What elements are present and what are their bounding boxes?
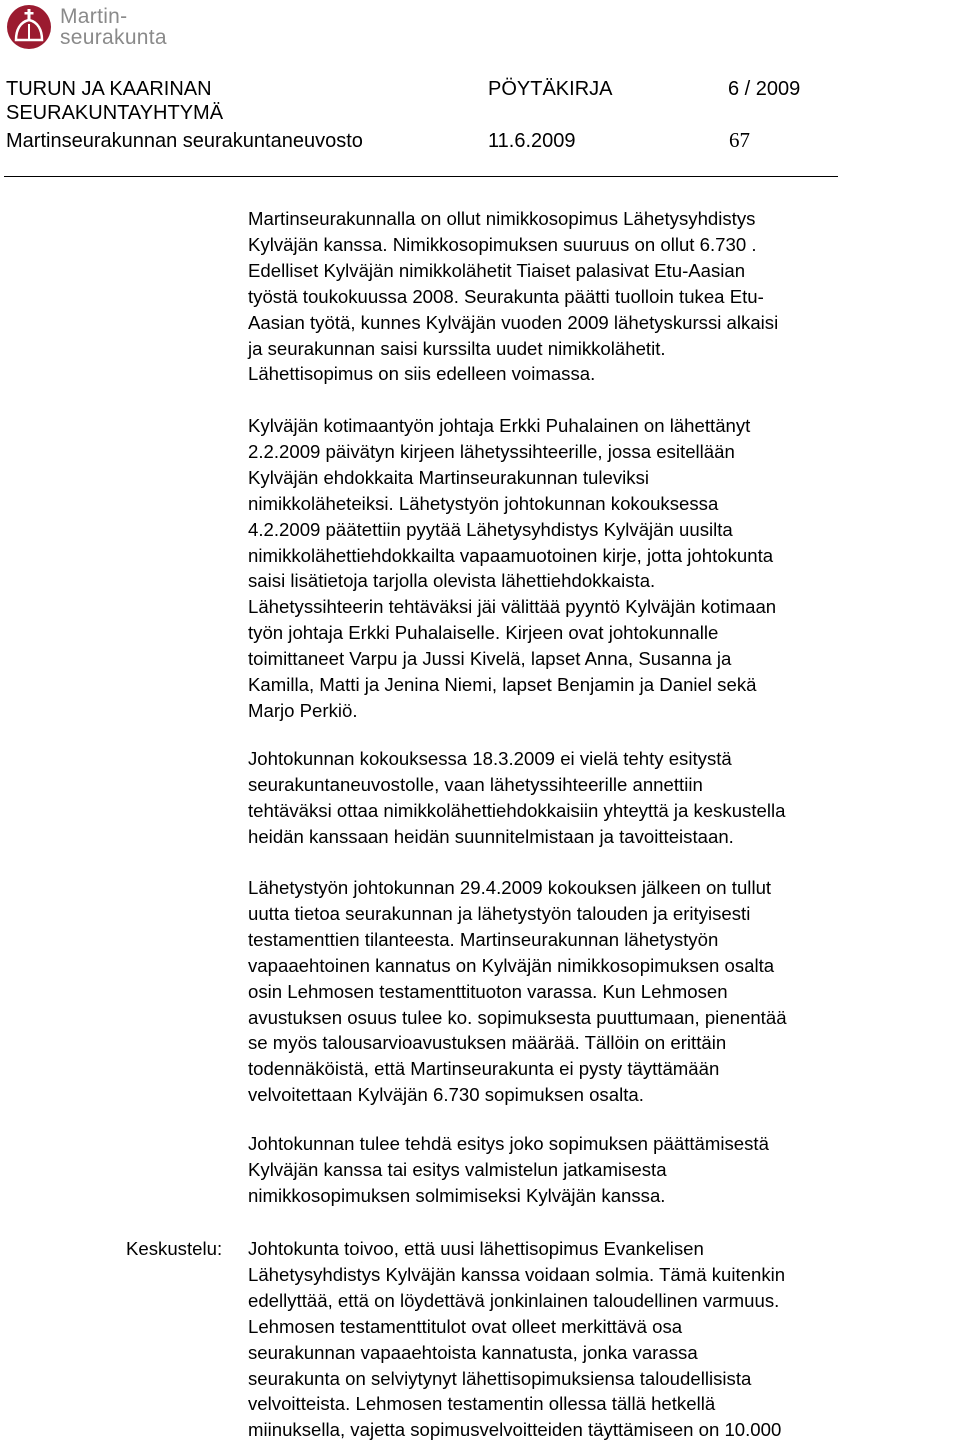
discussion-text: Johtokunta toivoo, että uusi lähettisopimus Evankelisen Lähetysyhdistys Kylväjän kanssa voidaan solmia. Tämä kuitenkin edellyttää, että on löydettävä jonkinlainen taloudellinen varmuus. Lehmosen testamenttitulot ovat olleet merkittävä osa seurakunnan vapaaehtoista kannatusta, jonka varassa seurakunta on selviytynyt lähettisopimuksiensa taloudellisista velvoitteista. Lehmosen testamentin ollessa tällä hetkellä miinuksella, vajetta sopimusvelvoitteiden täyttämiseen on 10.000 bbox=[248, 1238, 786, 1441]
paragraph-2 bbox=[248, 413, 938, 724]
logo-wordmark bbox=[60, 6, 167, 48]
paragraph-4 bbox=[248, 875, 938, 1108]
paragraph-4-text: Lähetystyön johtokunnan 29.4.2009 kokouksen jälkeen on tullut uutta tietoa seurakunnan ja lähetystyön talouden ja erityisesti testamenttien tilanteesta. Martinseurakunnan lähetystyön vapaaehtoinen kannatus on Kylväjän nimikkosopimuksen osalta osin Lehmosen testamenttituoton varassa. Kun Lehmosen avustuksen osuus tulee ko. sopimuksesta puuttumaan, pienentää se myös talousarvioavustuksen määrää. Tällöin on erittäin todennäköistä, että Martinseurakunta ei pysty täyttämään velvoitettaan Kylväjän 6.730 sopimuksen osalta. bbox=[248, 877, 787, 1106]
paragraph-5 bbox=[248, 1131, 938, 1209]
council-name: Martinseurakunnan seurakuntaneuvosto bbox=[6, 130, 363, 152]
paragraph-3-text: Johtokunnan kokouksessa 18.3.2009 ei vielä tehty esitystä seurakuntaneuvostolle, vaan lähetyssihteerille annettiin tehtäväksi ottaa nimikkolähettiehdokkaisiin yhteyttä ja keskustella heidän kanssaan heidän suunnitelmistaan ja tavoitteistaan. bbox=[248, 748, 786, 847]
org-name-line-1: TURUN JA KAARINAN bbox=[6, 78, 212, 100]
organization-logo bbox=[6, 4, 167, 50]
paragraph-2-text: Kylväjän kotimaantyön johtaja Erkki Puhalainen on lähettänyt 2.2.2009 päivätyn kirjeen lähetyssihteerille, jossa esitellään Kylväjän ehdokkaita Martinseurakunnan tuleviksi nimikkoläheteiksi. Lähetystyön johtokunnan kokouksessa 4.2.2009 päätettiin pyytää Lähetysyhdistys Kylväjän uusilta nimikkolähettiehdokkailta vapaamuotoinen kirje, jotta johtokunta saisi lisätietoja tarjolla olevista lähettiehdokkaista. Lähetyssihteerin tehtäväksi jäi välittää pyyntö Kylväjän kotimaan työn johtaja Erkki Puhalaiselle. Kirjeen ovat johtokunnalle toimittaneet Varpu ja Jussi Kivelä, lapset Anna, Susanna ja Kamilla, Matti ja Jenina Niemi, lapset Benjamin ja Daniel sekä Marjo Perkiö. bbox=[248, 415, 777, 721]
discussion-paragraph bbox=[248, 1236, 938, 1443]
logo-line-2: seurakunta bbox=[60, 26, 167, 49]
meeting-date: 11.6.2009 bbox=[488, 130, 576, 152]
discussion-label: Keskustelu: bbox=[126, 1238, 223, 1259]
org-name-line-2: SEURAKUNTAYHTYMÄ bbox=[6, 102, 224, 124]
seal-logo-icon bbox=[6, 4, 52, 50]
logo-line-1: Martin- bbox=[60, 5, 128, 28]
document-type: PÖYTÄKIRJA bbox=[488, 78, 613, 100]
paragraph-3 bbox=[248, 746, 938, 850]
paragraph-5-text: Johtokunnan tulee tehdä esitys joko sopimuksen päättämisestä Kylväjän kanssa tai esitys valmistelun jatkamisesta nimikkosopimuksen solmimiseksi Kylväjän kanssa. bbox=[248, 1133, 769, 1206]
paragraph-1-text: Martinseurakunnalla on ollut nimikkosopimus Lähetysyhdistys Kylväjän kanssa. Nimikkosopimuksen suuruus on ollut 6.730 . Edelliset Kylväjän nimikkolähetit Tiaiset palasivat Etu-Aasian työstä toukokuussa 2008. Seurakunta päätti tuolloin tukea Etu- Aasian työtä, kunnes Kylväjän vuoden 2009 lähetyskurssi alkaisi ja seurakunnan saisi kurssilta uudet nimikkolähetit. Lähettisopimus on siis edelleen voimassa. bbox=[248, 208, 779, 385]
document-number: 6 / 2009 bbox=[728, 78, 801, 100]
paragraph-1 bbox=[248, 206, 938, 387]
header-divider bbox=[4, 176, 838, 177]
page-number: 67 bbox=[729, 128, 750, 152]
